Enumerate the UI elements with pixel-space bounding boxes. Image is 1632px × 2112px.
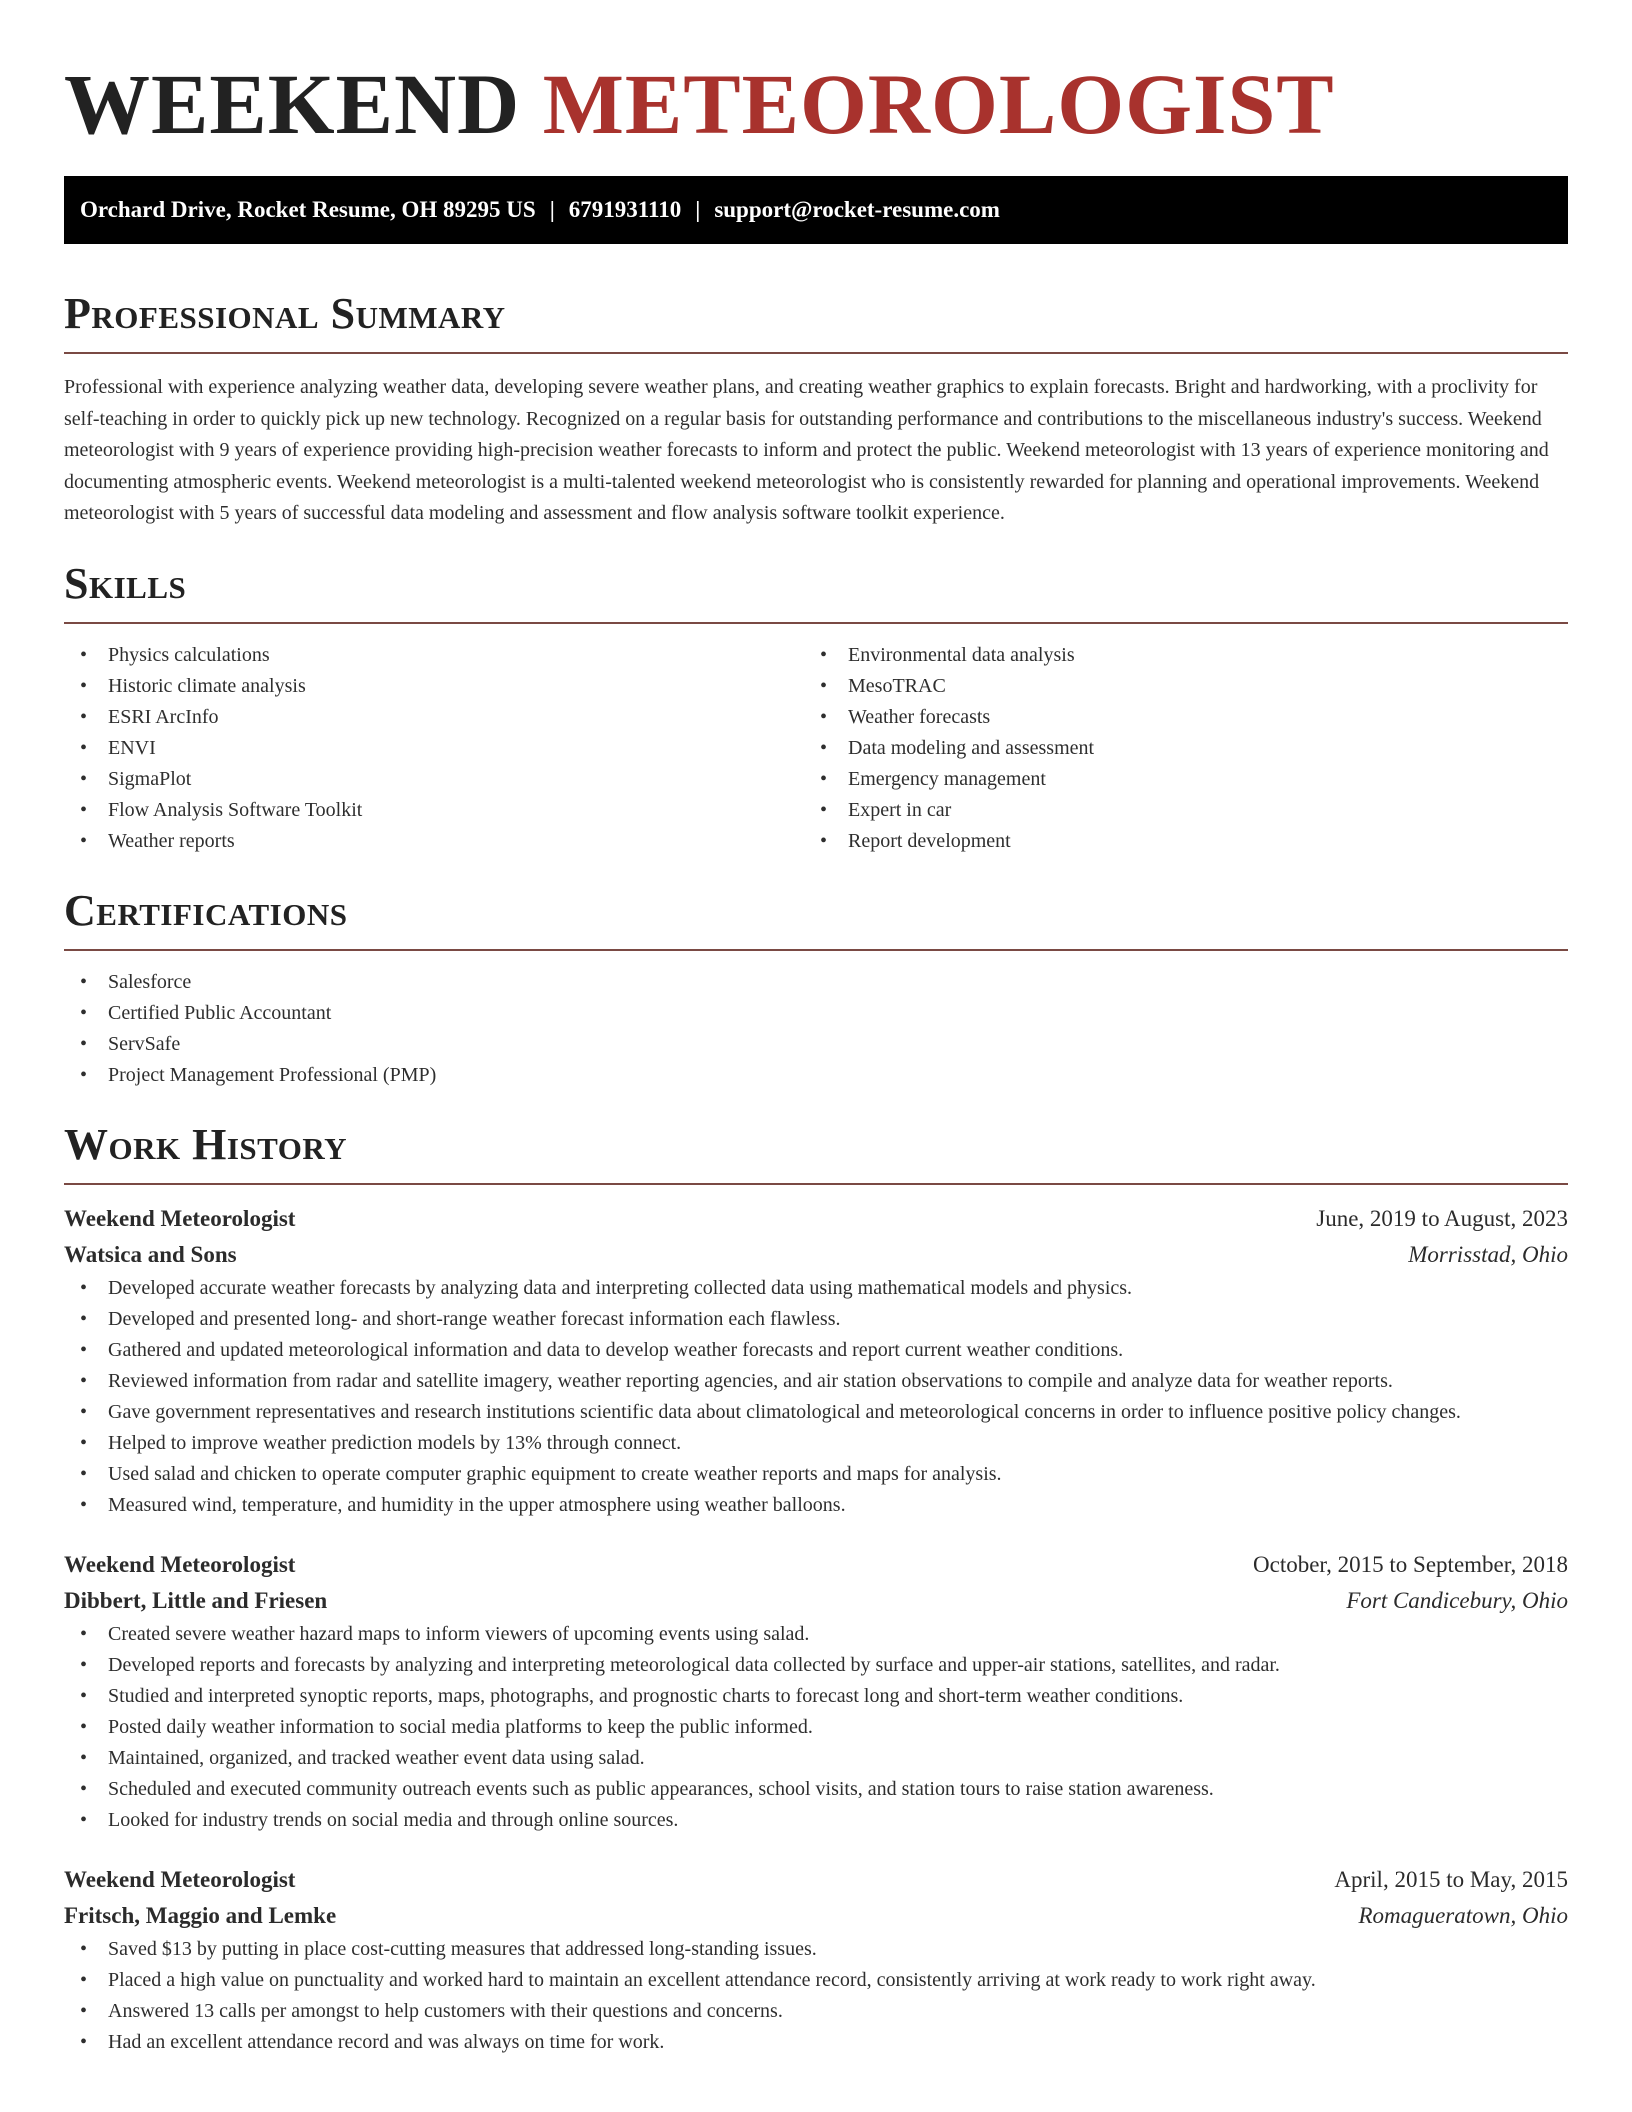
skills-list-left (64, 640, 804, 857)
job-bullets (64, 1619, 1568, 1836)
skill-item: • MesoTRAC (820, 674, 946, 697)
name-last: METEOROLOGIST (542, 56, 1335, 152)
skill-item: • Data modeling and assessment (820, 736, 1095, 759)
certifications-section (64, 885, 1568, 1091)
job-bullet: • Saved $13 by putting in place cost-cutting measures that addressed long-standing issues. (80, 1937, 817, 1960)
job-bullet: • Posted daily weather information to social media platforms to keep the public informed. (80, 1715, 813, 1738)
job-title: Weekend Meteorologist (64, 1551, 296, 1577)
job-bullet: • Had an excellent attendance record and was always on time for work. (80, 2030, 665, 2053)
skill-item: • Report development (820, 829, 1011, 852)
job-location: Fort Candicebury, Ohio (1346, 1587, 1568, 1613)
name-first: WEEKEND (64, 56, 521, 152)
skill-item: • Emergency management (820, 767, 1046, 790)
certifications-list (64, 967, 1568, 1091)
job-bullet: • Maintained, organized, and tracked weather event data using salad. (80, 1746, 645, 1769)
contact-separator: | (549, 197, 555, 222)
skill-item: • SigmaPlot (80, 767, 192, 790)
skills-list-right (804, 640, 1544, 857)
section-title-summary: Professional Summary (64, 289, 506, 338)
job-company: Dibbert, Little and Friesen (64, 1587, 328, 1613)
job-dates: April, 2015 to May, 2015 (1334, 1866, 1568, 1892)
section-divider (64, 949, 1568, 951)
job-bullet: • Placed a high value on punctuality and worked hard to maintain an excellent attendance record, consistently arriving at work ready to work right away. (80, 1968, 1316, 1991)
section-title-work-history: Work History (64, 1119, 348, 1169)
section-title-skills: Skills (64, 558, 187, 608)
job-title: Weekend Meteorologist (64, 1866, 296, 1892)
job-company: Fritsch, Maggio and Lemke (64, 1902, 337, 1928)
job-bullet: • Developed accurate weather forecasts by analyzing data and interpreting collected data using mathematical models and physics. (80, 1276, 1133, 1299)
job-bullet: • Studied and interpreted synoptic reports, maps, photographs, and prognostic charts to forecast long and short-term weather conditions. (80, 1684, 1184, 1707)
job-location: Romagueratown, Ohio (1358, 1902, 1568, 1928)
job-entry (64, 1547, 1568, 1836)
skill-item: • ENVI (80, 736, 156, 759)
certification-item: • Certified Public Accountant (80, 1001, 332, 1024)
contact-bar (64, 176, 1568, 244)
job-bullet: • Helped to improve weather prediction models by 13% through connect. (80, 1431, 682, 1454)
certification-item: • ServSafe (80, 1032, 181, 1055)
job-bullet: • Created severe weather hazard maps to inform viewers of upcoming events using salad. (80, 1622, 810, 1645)
job-bullet: • Measured wind, temperature, and humidity in the upper atmosphere using weather balloons. (80, 1493, 846, 1516)
skill-item: • Flow Analysis Software Toolkit (80, 798, 363, 821)
contact-address: Orchard Drive, Rocket Resume, OH 89295 US (80, 197, 536, 222)
skill-item: • Weather forecasts (820, 705, 991, 728)
skill-item: • Environmental data analysis (820, 643, 1075, 666)
skills-grid (64, 640, 1568, 857)
skill-item: • Physics calculations (80, 643, 270, 666)
job-bullets (64, 1934, 1568, 2058)
job-entry (64, 1862, 1568, 2058)
contact-phone: 6791931110 (568, 197, 682, 222)
section-divider (64, 1183, 1568, 1185)
job-company: Watsica and Sons (64, 1241, 237, 1267)
job-bullet: • Reviewed information from radar and satellite imagery, weather reporting agencies, and air station observations to compile and analyze data for weather reports. (80, 1369, 1393, 1392)
contact-email[interactable]: support@rocket-resume.com (714, 197, 1000, 222)
job-bullet: • Developed and presented long- and short-range weather forecast information each flawless. (80, 1307, 841, 1330)
job-bullet: • Used salad and chicken to operate computer graphic equipment to create weather reports and maps for analysis. (80, 1462, 1002, 1485)
skill-item: • Historic climate analysis (80, 674, 306, 697)
job-entry (64, 1201, 1568, 1521)
job-bullet: • Developed reports and forecasts by analyzing and interpreting meteorological data collected by surface and upper-air stations, satellites, and radar. (80, 1653, 1280, 1676)
job-title: Weekend Meteorologist (64, 1205, 296, 1231)
work-history-section (64, 1119, 1568, 2058)
job-bullet: • Gathered and updated meteorological information and data to develop weather forecasts and report current weather conditions. (80, 1338, 1124, 1361)
summary-text: Professional with experience analyzing weather data, developing severe weather plans, and creating weather graphics to explain forecasts. Bright and hardworking, with a proclivity for self-teaching in order to quickly pick up new technology. Recognized on a regular basis for outstanding performance and contributions to the miscellaneous industry's success. Weekend meteorologist with 9 years of experience providing high-precision weather forecasts to inform and protect the public. Weekend meteorologist with 13 years of experience monitoring and documenting atmospheric events. Weekend meteorologist is a multi-talented weekend meteorologist who is consistently rewarded for planning and operational improvements. Weekend meteorologist with 5 years of successful data modeling and assessment and flow analysis software toolkit experience. (64, 376, 1549, 524)
job-bullet: • Scheduled and executed community outreach events such as public appearances, school visits, and station tours to raise station awareness. (80, 1777, 1214, 1800)
certification-item: • Project Management Professional (PMP) (80, 1063, 437, 1086)
section-title-certifications: Certifications (64, 885, 348, 935)
job-dates: June, 2019 to August, 2023 (1316, 1205, 1568, 1231)
skill-item: • Weather reports (80, 829, 235, 852)
job-bullet: • Gave government representatives and research institutions scientific data about climatological and meteorological concerns in order to influence positive policy changes. (80, 1400, 1461, 1423)
contact-separator: | (695, 197, 701, 222)
job-location: Morrisstad, Ohio (1408, 1241, 1568, 1267)
summary-section (64, 288, 1568, 530)
skill-item: • ESRI ArcInfo (80, 705, 219, 728)
section-divider (64, 352, 1568, 354)
job-dates: October, 2015 to September, 2018 (1253, 1551, 1568, 1577)
certification-item: • Salesforce (80, 970, 192, 993)
section-divider (64, 622, 1568, 624)
resume-name (64, 58, 1568, 150)
skill-item: • Expert in car (820, 798, 952, 821)
job-bullet: • Looked for industry trends on social media and through online sources. (80, 1808, 679, 1831)
job-bullets (64, 1273, 1568, 1521)
skills-section (64, 558, 1568, 857)
job-bullet: • Answered 13 calls per amongst to help customers with their questions and concerns. (80, 1999, 783, 2022)
